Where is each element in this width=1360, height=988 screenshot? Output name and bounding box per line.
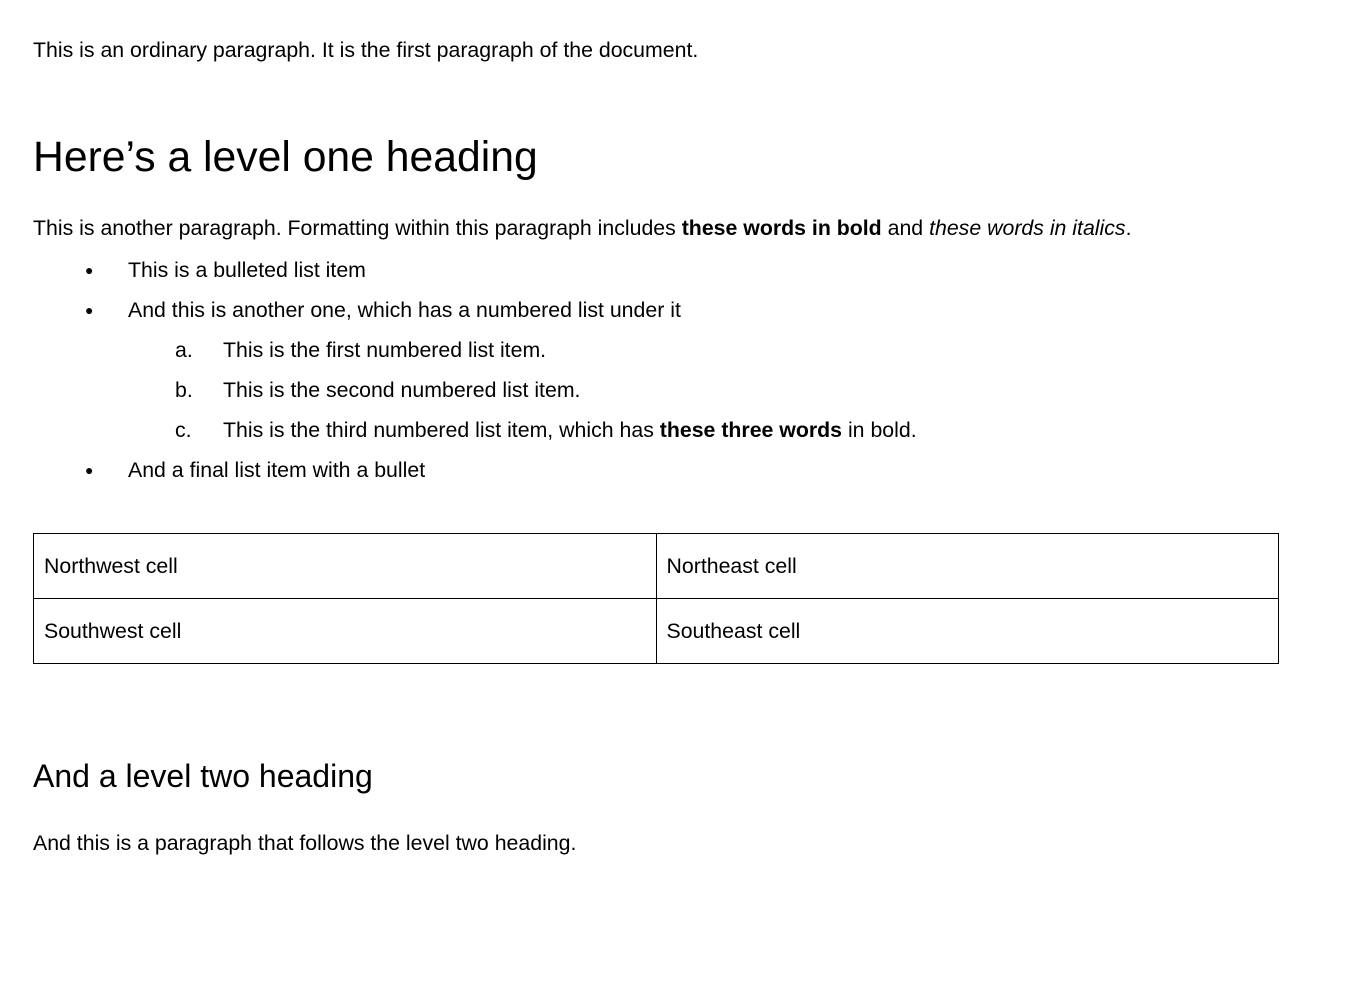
list-item-text	[223, 418, 917, 442]
bullet-marker: ●	[85, 462, 94, 478]
numbered-list-item	[33, 410, 1279, 450]
table-cell-southeast: Southeast cell	[656, 599, 1279, 664]
level-two-heading: And a level two heading	[33, 758, 373, 794]
letter-marker: b.	[175, 378, 193, 402]
table-row	[34, 599, 1279, 664]
text-segment: And this is another one, which has a numbered list under it	[128, 298, 681, 322]
text-segment: This is the first numbered list item.	[223, 338, 547, 362]
bullet-marker: ●	[85, 302, 94, 318]
numbered-list-item	[33, 370, 1279, 410]
text-segment: This is the second numbered list item.	[223, 378, 581, 402]
two-by-two-table	[33, 533, 1279, 664]
list-item	[33, 450, 1279, 490]
bullet-marker: ●	[85, 262, 94, 278]
list-item-text	[223, 378, 580, 402]
text-segment: in bold.	[842, 418, 917, 442]
list-item	[33, 250, 1279, 290]
bold-text: these three words	[659, 418, 843, 442]
text-segment: And a final list item with a bullet	[128, 458, 426, 482]
paragraph-after-heading-two: And this is a paragraph that follows the level two heading.	[33, 831, 577, 855]
list-item-text	[128, 258, 366, 282]
first-paragraph: This is an ordinary paragraph. It is the first paragraph of the document.	[33, 38, 699, 62]
text-segment: .	[1125, 216, 1132, 240]
numbered-list-item	[33, 330, 1279, 370]
text-segment: This is the third numbered list item, which has	[223, 418, 660, 442]
bold-text: these words in bold	[681, 216, 882, 240]
letter-marker: c.	[175, 418, 192, 442]
list-item-text	[223, 338, 546, 362]
formatted-paragraph	[33, 208, 1279, 248]
table-cell-northeast: Northeast cell	[656, 534, 1279, 599]
table-cell-southwest: Southwest cell	[34, 599, 657, 664]
text-segment: and	[881, 216, 930, 240]
list-item	[33, 290, 1279, 330]
bulleted-list	[33, 250, 1279, 490]
document-body	[33, 0, 1279, 863]
table-row	[34, 534, 1279, 599]
list-item-text	[128, 458, 425, 482]
level-one-heading: Here’s a level one heading	[33, 133, 538, 181]
text-segment: This is a bulleted list item	[128, 258, 366, 282]
letter-marker: a.	[175, 338, 193, 362]
italic-text: these words in italics	[929, 216, 1126, 240]
list-item-text	[128, 298, 681, 322]
table-cell-northwest: Northwest cell	[34, 534, 657, 599]
text-segment: This is another paragraph. Formatting within this paragraph includes	[33, 216, 682, 240]
